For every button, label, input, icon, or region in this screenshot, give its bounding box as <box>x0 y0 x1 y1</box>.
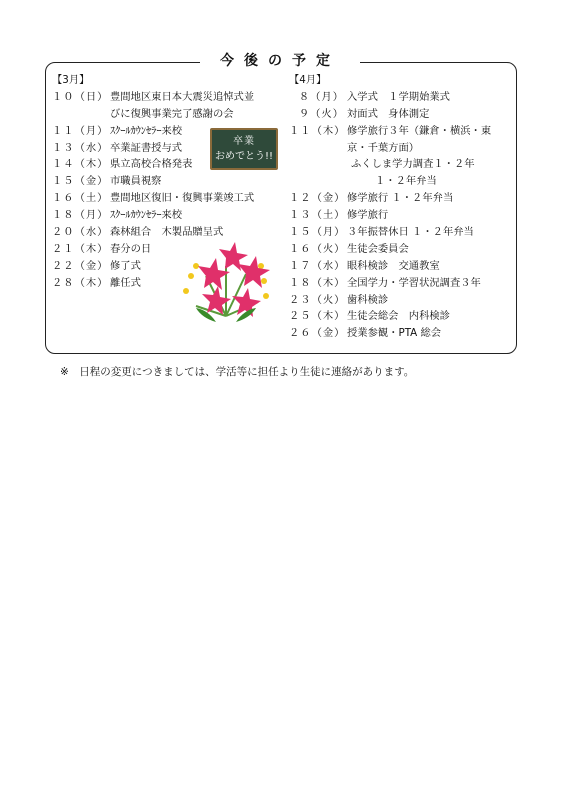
flower-bouquet-icon <box>176 236 276 336</box>
list-item: １３（土） 修学旅行 <box>289 209 389 222</box>
list-item: ２３（火） 歯科検診 <box>289 293 389 306</box>
list-item: ２８（木） 離任式 <box>52 276 141 289</box>
list-item: ふくしま学力調査１・２年 <box>351 158 475 171</box>
list-item: １６（火） 生徒会委員会 <box>289 242 409 255</box>
list-item: １８（木） 全国学力・学習状況調査３年 <box>289 276 481 289</box>
list-item: １６（土） 豊間地区復旧・復興事業竣工式 <box>52 192 255 205</box>
list-item: １２（金） 修学旅行 １・２年弁当 <box>289 192 454 205</box>
list-item: １１（月） ｽｸｰﾙｶｳﾝｾﾗｰ来校 <box>52 124 183 137</box>
list-item: １４（木） 県立高校合格発表 <box>52 158 193 171</box>
march-heading: 【3月】 <box>52 74 90 86</box>
april-column <box>289 72 491 342</box>
board-line-1: 卒業 <box>233 136 255 147</box>
page-title: 今後の予定 <box>200 50 360 72</box>
list-item: ２０（水） 森林組合 木製品贈呈式 <box>52 226 224 239</box>
list-item: ２１（木） 春分の日 <box>52 242 152 255</box>
list-item: ２２（金） 修了式 <box>52 259 141 272</box>
list-item: １・２年弁当 <box>375 175 437 188</box>
list-item: １３（水） 卒業証書授与式 <box>52 141 183 154</box>
list-item: びに復興事業完了感謝の会 <box>110 107 234 120</box>
april-heading: 【4月】 <box>289 74 327 86</box>
board-line-2: おめでとう!! <box>214 151 274 162</box>
list-item: ２５（木） 生徒会総会 内科検診 <box>289 310 450 323</box>
list-item: １５（金） 市職員視察 <box>52 175 162 188</box>
list-item: １８（月） ｽｸｰﾙｶｳﾝｾﾗｰ来校 <box>52 209 183 222</box>
schedule-note: ※ 日程の変更につきましては、学活等に担任より生徒に連絡があります。 <box>60 366 415 378</box>
list-item: １５（月） ３年振替休日 １・２年弁当 <box>289 226 474 239</box>
graduation-chalkboard-image <box>210 128 278 170</box>
list-item: 京・千葉方面） <box>347 141 420 154</box>
list-item: ２６（金） 授業参観・PTA 総会 <box>289 327 442 340</box>
list-item: １１（木） 修学旅行３年（鎌倉・横浜・東 <box>289 124 492 137</box>
list-item: ８（月） 入学式 １学期始業式 <box>298 90 450 103</box>
list-item: １０（日） 豊間地区東日本大震災追悼式並 <box>52 90 255 103</box>
list-item: １７（水） 眼科検診 交通教室 <box>289 259 440 272</box>
list-item: ９（火） 対面式 身体測定 <box>298 107 430 120</box>
